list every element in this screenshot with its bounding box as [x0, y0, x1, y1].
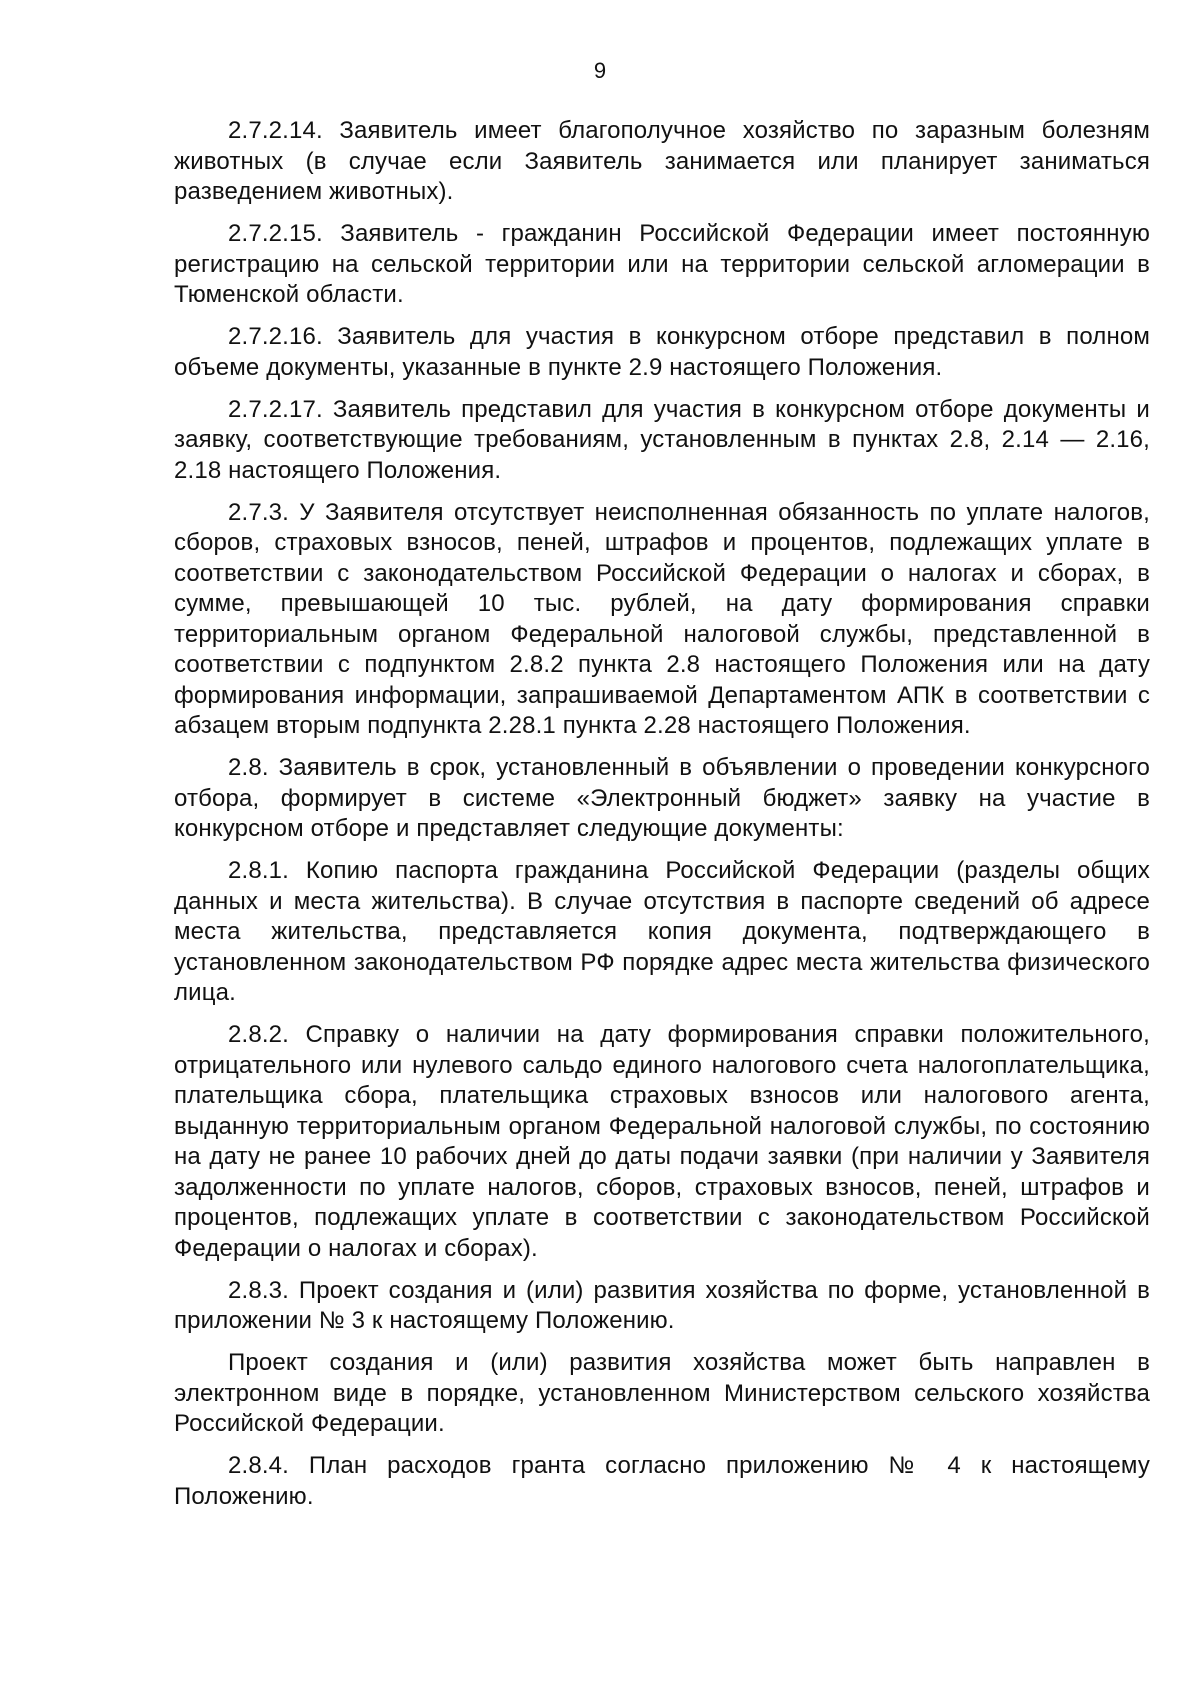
paragraph-2-8-2: 2.8.2. Справку о наличии на дату формирования справки положительного, отрицательного или нулевого сальдо единого налогового счета налогоплательщика, плательщика сбора, плательщика страховых взносов или налогового агента, выданную территориальным органом Федеральной налоговой службы, по состоянию на дату не ранее 10 рабочих дней до даты подачи заявки (при наличии у Заявителя задолженности по уплате налогов, сборов, страховых взносов, пеней, штрафов и процентов, подлежащих уплате в соответствии с законодательством Российской Федерации о налогах и сборах). — [174, 1021, 1150, 1262]
paragraph-2-8-3-note: Проект создания и (или) развития хозяйства может быть направлен в электронном виде в порядке, установленном Министерством сельского хозяйства Российской Федерации. — [174, 1349, 1150, 1437]
paragraph-2-8: 2.8. Заявитель в срок, установленный в объявлении о проведении конкурсного отбора, формирует в системе «Электронный бюджет» заявку на участие в конкурсном отборе и представляет следующие документы: — [174, 754, 1150, 842]
paragraph-2-8-1: 2.8.1. Копию паспорта гражданина Российской Федерации (разделы общих данных и места жительства). В случае отсутствия в паспорте сведений об адресе места жительства, представляется копия документа, подтверждающего в установленном законодательством РФ порядке адрес места жительства физического лица. — [174, 857, 1150, 1006]
paragraph-2-7-3: 2.7.3. У Заявителя отсутствует неисполненная обязанность по уплате налогов, сборов, страховых взносов, пеней, штрафов и процентов, подлежащих уплате в соответствии с законодательством Российской Федерации о налогах и сборах, в сумме, превышающей 10 тыс. рублей, на дату формирования справки территориальным органом Федеральной налоговой службы, представленной в соответствии с подпунктом 2.8.2 пункта 2.8 настоящего Положения или на дату формирования информации, запрашиваемой Департаментом АПК в соответствии с абзацем вторым подпункта 2.28.1 пункта 2.28 настоящего Положения. — [174, 498, 1150, 739]
paragraph-2-7-2-15: 2.7.2.15. Заявитель - гражданин Российской Федерации имеет постоянную регистрацию на сельской территории или на территории сельской агломерации в Тюменской области. — [174, 220, 1150, 308]
paragraph-2-8-4: 2.8.4. План расходов гранта согласно приложению № 4 к настоящему Положению. — [174, 1452, 1150, 1510]
paragraph-2-7-2-14: 2.7.2.14. Заявитель имеет благополучное хозяйство по заразным болезням животных (в случае если Заявитель занимается или планирует заниматься разведением животных). — [174, 117, 1150, 205]
paragraph-2-7-2-16: 2.7.2.16. Заявитель для участия в конкурсном отборе представил в полном объеме документы, указанные в пункте 2.9 настоящего Положения. — [174, 323, 1150, 381]
paragraph-2-8-3: 2.8.3. Проект создания и (или) развития хозяйства по форме, установленной в приложении № 3 к настоящему Положению. — [174, 1276, 1150, 1334]
document-body — [174, 116, 1150, 1524]
paragraph-2-7-2-17: 2.7.2.17. Заявитель представил для участия в конкурсном отборе документы и заявку, соответствующие требованиям, установленным в пунктах 2.8, 2.14 — 2.16, 2.18 настоящего Положения. — [174, 395, 1150, 484]
page-number: 9 — [593, 58, 607, 83]
